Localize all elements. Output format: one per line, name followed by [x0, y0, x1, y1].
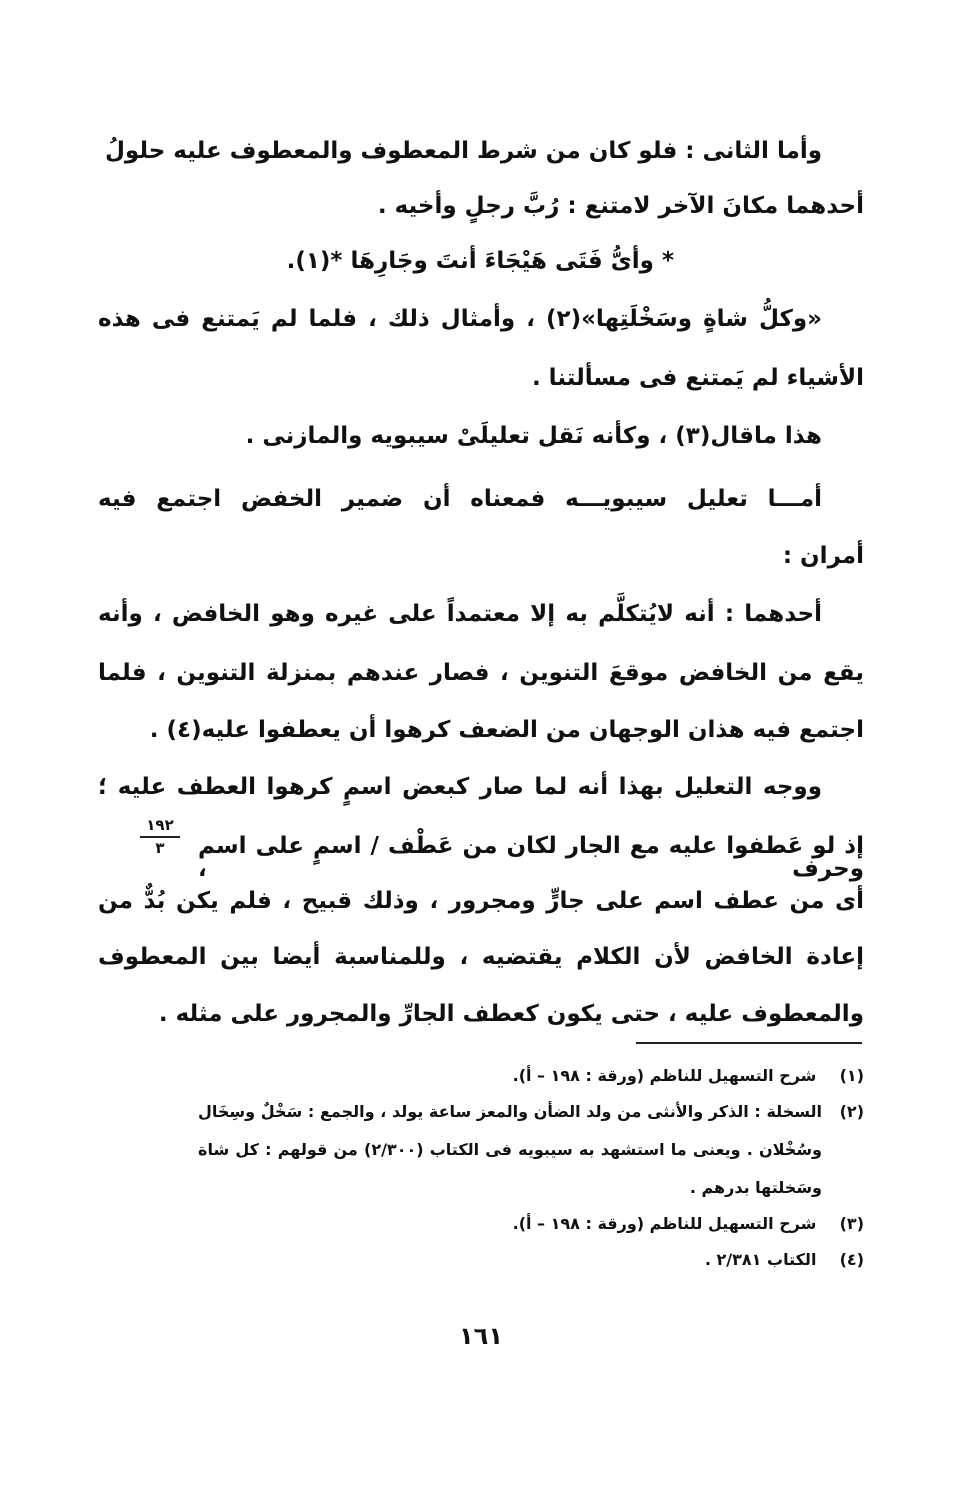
footnote-number: (٣) — [839, 1214, 864, 1233]
footnote-text: الكتاب ٢/٣٨١ . — [704, 1250, 817, 1269]
body-line-2: أحدهما مكانَ الآخر لامتنع : رُبَّ رجلٍ وأخيه . — [377, 193, 864, 219]
margin-folio-note — [140, 818, 180, 856]
margin-folio-bar — [140, 836, 180, 838]
footnote-number: (١) — [839, 1066, 864, 1085]
body-line-5: الأشياء لم يَمتنع فى مسألتنا . — [531, 365, 864, 391]
margin-folio-numerator: ١٩٢ — [146, 816, 174, 834]
body-line-15: إعادة الخافض لأن الكلام يقتضيه ، وللمناسبة أيضا بين المعطوف — [98, 944, 864, 970]
footnote-separator — [636, 1042, 862, 1044]
footnote-4 — [705, 1252, 864, 1268]
verse-line: * وأىُّ فَتَى هَيْجَاءَ أنتَ وجَارِهَا *(١). — [286, 248, 674, 274]
body-line-7: أمـــا تعليل سيبويـــه فمعناه أن ضمير الخفض اجتمع فيه — [98, 486, 822, 512]
footnote-number: (٢) — [839, 1102, 864, 1121]
footnote-1 — [513, 1068, 864, 1084]
body-line-8: أمران : — [782, 543, 864, 569]
footnote-text: شرح التسهيل للناظم (ورقة : ١٩٨ – أ). — [512, 1066, 817, 1085]
footnote-2-line-2: وسُخْلان . ويعنى ما استشهد به سيبويه فى الكتاب (٢/٣٠٠) من قولهم : كل شاة — [198, 1140, 823, 1159]
page-number: ١٦١ — [459, 1322, 503, 1350]
body-line-4: «وكلُّ شاةٍ وسَخْلَتِها»(٢) ، وأمثال ذلك ، فلما لم يَمتنع فى هذه — [98, 306, 822, 332]
body-line-13: إذ لو عَطفوا عليه مع الجار لكان من عَطْف / اسمٍ على اسم وحرف ، — [198, 833, 864, 882]
body-line-12: ووجه التعليل بهذا أنه لما صار كبعض اسمٍ كرهوا العطف عليه ؛ — [98, 774, 822, 800]
footnote-2-line-1: السخلة : الذكر والأنثى من ولد الضأن والمعز ساعة يولد ، والجمع : سَخْلٌ وسِخَال — [198, 1102, 822, 1121]
footnote-2-line-3: وسَخلتها بدرهم . — [689, 1178, 822, 1197]
body-line-10: يقع من الخافض موقعَ التنوين ، فصار عندهم بمنزلة التنوين ، فلما — [98, 660, 864, 686]
footnote-number: (٤) — [839, 1250, 864, 1269]
body-line-9: أحدهما : أنه لايُتكلَّم به إلا معتمداً على غيره وهو الخافض ، وأنه — [98, 601, 822, 627]
body-line-1: وأما الثانى : فلو كان من شرط المعطوف والمعطوف عليه حلولُ — [104, 138, 822, 164]
body-line-16: والمعطوف عليه ، حتى يكون كعطف الجارِّ والمجرور على مثله . — [158, 1001, 864, 1027]
body-line-6: هذا ماقال(٣) ، وكأنه نَقل تعليلَىْ سيبويه والمازنى . — [245, 423, 822, 449]
body-line-14: أى من عطف اسم على جارٍّ ومجرور ، وذلك قبيح ، فلم يكن بُدٌّ من — [98, 888, 864, 914]
margin-folio-denominator: ٣ — [155, 839, 165, 857]
footnote-2 — [822, 1104, 864, 1120]
footnote-3 — [513, 1216, 864, 1232]
body-line-11: اجتمع فيه هذان الوجهان من الضعف كرهوا أن يعطفوا عليه(٤) . — [149, 717, 864, 743]
footnote-text: شرح التسهيل للناظم (ورقة : ١٩٨ – أ). — [512, 1214, 817, 1233]
